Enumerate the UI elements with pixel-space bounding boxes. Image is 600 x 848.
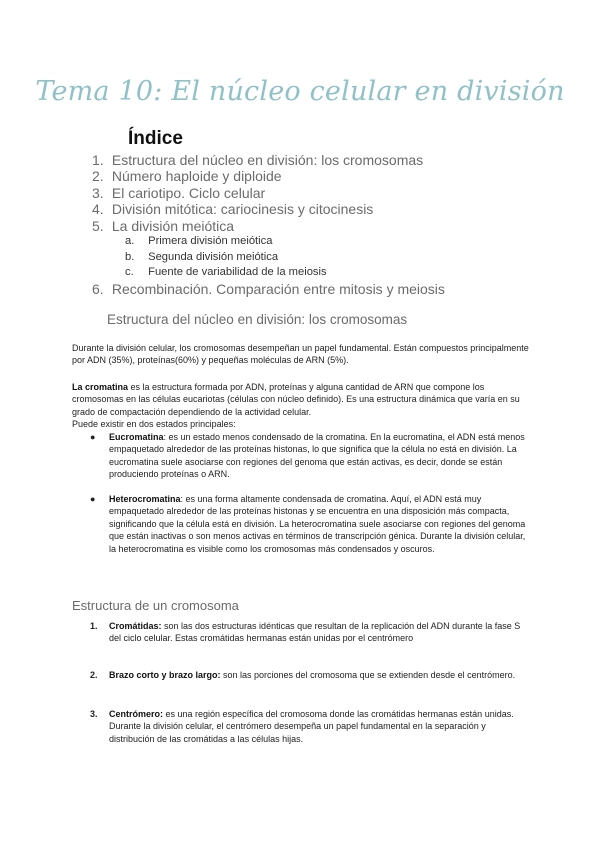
toc-label: Estructura del núcleo en división: los cromosomas — [111, 152, 424, 168]
toc-subitem[interactable] — [92, 265, 445, 281]
toc-item[interactable] — [92, 281, 445, 297]
toc-number: 2. — [92, 168, 104, 185]
toc-subnumber: c. — [125, 266, 134, 279]
toc-sublabel: Primera división meiótica — [148, 235, 273, 248]
cromatina-text: es la estructura formada por ADN, proteínas y alguna cantidad de ARN que compone los cromosomas en las células eucariotas (células con núcleo definido). Es una estructura dinámica que varía en su grado de compactación dependiendo de la actividad celular. — [72, 382, 520, 417]
toc-sublabel: Fuente de variabilidad de la meiosis — [148, 266, 327, 279]
item-term: Cromátidas: — [109, 621, 162, 631]
item-number: 3. — [90, 709, 98, 719]
toc-subitem[interactable] — [92, 234, 445, 250]
toc-label: Recombinación. Comparación entre mitosis y meiosis — [111, 280, 445, 297]
table-of-contents — [92, 152, 445, 297]
section-heading-estructura-cromosoma: Estructura de un cromosoma — [72, 598, 239, 613]
toc-label: El cariotipo. Ciclo celular — [111, 184, 266, 201]
bullet-term: Eucromatina — [109, 432, 164, 442]
bullet-text: : es una forma altamente condensada de cromatina. Aquí, el ADN está muy empaquetado alrededor de las proteínas histonas y se encuentra en una disposición más compacta, significando que la célula está en división. La heterocromatina suele asociarse con regiones del genoma que están inactivas o son menos activas en términos de transcripción génica. Durante la división celular, la heterocromatina es visible como los cromosomas más condensados y oscuros. — [109, 494, 526, 554]
section-heading-estructura-nucleo: Estructura del núcleo en división: los cromosomas — [107, 312, 408, 327]
toc-label: División mitótica: cariocinesis y citocinesis — [111, 201, 374, 218]
document-title: Tema 10: El núcleo celular en división — [35, 76, 565, 107]
estados-intro: Puede existir en dos estados principales: — [72, 419, 236, 429]
toc-number: 1. — [92, 152, 104, 168]
toc-item[interactable] — [92, 185, 445, 201]
cromatina-term: La cromatina — [72, 382, 129, 392]
bullet-icon: ● — [90, 494, 96, 504]
item-number: 2. — [90, 670, 98, 680]
cromosoma-item-brazos — [90, 669, 530, 681]
bullet-term: Heterocromatina — [109, 494, 181, 504]
bullet-icon: ● — [90, 432, 96, 442]
index-heading: Índice — [128, 128, 183, 149]
item-text: son las dos estructuras idénticas que resultan de la replicación del ADN durante la fase S del ciclo celular. Estas cromátidas hermanas están unidas por el centrómero — [109, 621, 521, 644]
item-term: Brazo corto y brazo largo: — [109, 670, 221, 680]
cromosoma-item-cromatidas — [90, 620, 530, 645]
toc-label: Número haploide y diploide — [111, 168, 282, 185]
intro-paragraph: Durante la división celular, los cromosomas desempeñan un papel fundamental. Están compuestos principalmente por ADN (35%), proteínas(60%) y pequeñas moléculas de ARN (5%). — [72, 343, 529, 366]
toc-sublabel: Segunda división meiótica — [148, 250, 279, 263]
item-term: Centrómero: — [109, 709, 164, 719]
bullet-heterocromatina — [90, 493, 530, 555]
toc-item[interactable] — [92, 201, 445, 217]
bullet-text: : es un estado menos condensado de la cromatina. En la eucromatina, el ADN está menos empaquetado alrededor de las proteínas histonas, lo que significa que la célula no está en división. La eucromatina suele asociarse con regiones del genoma que están activas, es decir, donde se están produciendo proteínas o ARN. — [109, 432, 525, 480]
toc-subitem[interactable] — [92, 250, 445, 266]
bullet-eucromatina — [90, 431, 530, 481]
item-text: son las porciones del cromosoma que se extienden desde el centrómero. — [220, 670, 516, 680]
toc-number: 6. — [92, 280, 104, 297]
toc-subnumber: a. — [125, 235, 135, 248]
item-text: es una región específica del cromosoma donde las cromátidas hermanas están unidas. Durante la división celular, el centrómero desempeña un papel fundamental en la separación y distribución de las cromátidas a las células hijas. — [109, 709, 514, 744]
cromosoma-item-centromero — [90, 708, 530, 745]
toc-item[interactable] — [92, 152, 445, 168]
cromatina-paragraph — [72, 381, 532, 418]
toc-item[interactable] — [92, 218, 445, 234]
toc-number: 4. — [92, 201, 104, 218]
toc-number: 5. — [92, 217, 104, 234]
toc-label: La división meiótica — [111, 217, 235, 234]
toc-number: 3. — [92, 184, 104, 201]
toc-item[interactable] — [92, 168, 445, 184]
toc-subnumber: b. — [125, 250, 135, 263]
item-number: 1. — [90, 621, 98, 631]
